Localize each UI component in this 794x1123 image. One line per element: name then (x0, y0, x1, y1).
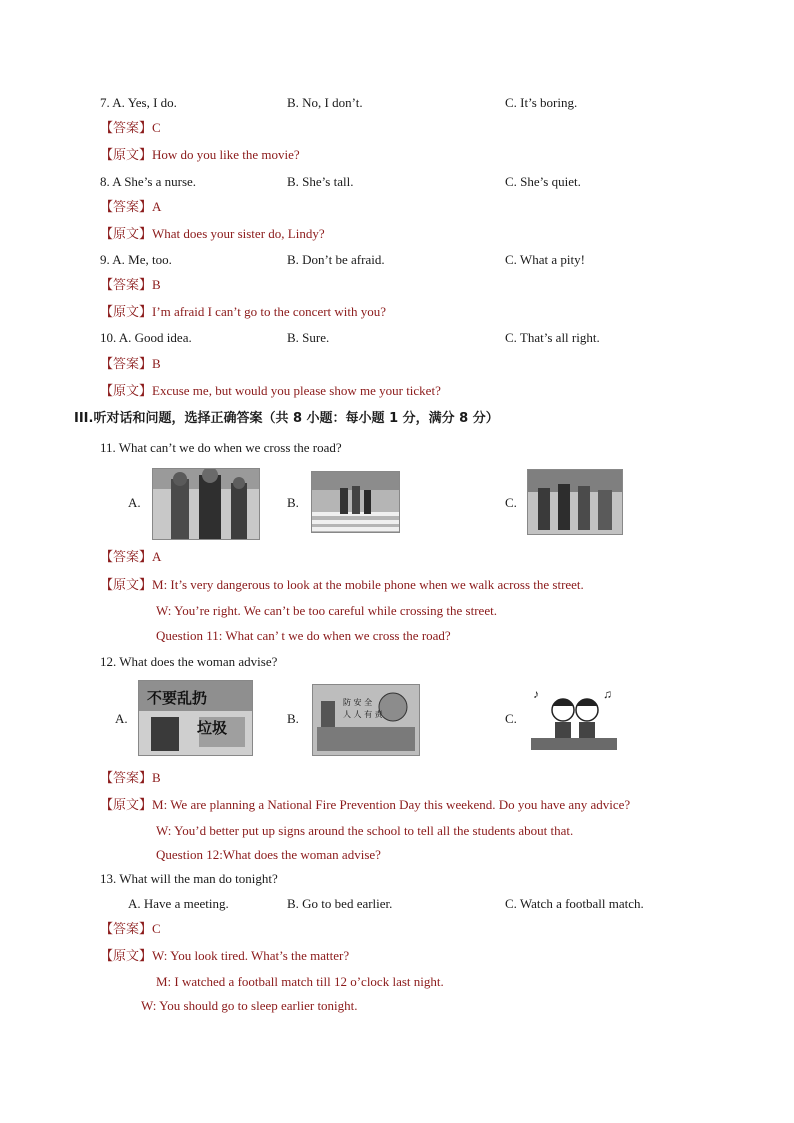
answer-value: B (152, 277, 161, 292)
q13-option-a: A. Have a meeting. (128, 896, 229, 911)
svg-text:♫: ♫ (603, 687, 612, 701)
answer-tag: 【答案】 (100, 549, 153, 564)
q8-option-a: 8. A She’s a nurse. (100, 174, 197, 189)
fire-safety-poster-image (313, 685, 419, 755)
transcript-tag: 【原文】 (100, 797, 153, 812)
answer-value: C (152, 921, 161, 936)
transcript-tag: 【原文】 (100, 948, 153, 963)
transcript-line-1: W: You look tired. What’s the matter? (152, 948, 350, 963)
transcript-text: How do you like the movie? (152, 147, 300, 162)
answer-value: A (152, 549, 162, 564)
q10-option-b: B. Sure. (287, 330, 330, 345)
q9-transcript (100, 304, 386, 320)
q8-transcript (100, 226, 325, 242)
transcript-tag: 【原文】 (100, 577, 153, 592)
answer-tag: 【答案】 (100, 921, 153, 936)
poster-text-2: 人 人 有 责 (343, 710, 383, 719)
q13-transcript-line-3: W: You should go to sleep earlier tonight. (141, 998, 358, 1013)
sign-text-2: 垃圾 (197, 719, 228, 737)
pedestrians-photo (528, 470, 622, 534)
q11-image-a (152, 468, 260, 540)
no-littering-sign-image (139, 681, 252, 755)
answer-tag: 【答案】 (100, 356, 153, 371)
crosswalk-photo (312, 472, 399, 532)
transcript-tag: 【原文】 (100, 226, 153, 241)
q7-transcript (100, 147, 300, 163)
q11-label-c: C. (505, 495, 517, 510)
q10-transcript (100, 383, 441, 399)
transcript-tag: 【原文】 (100, 147, 153, 162)
q12-label-b: B. (287, 711, 299, 726)
q13-transcript (100, 948, 349, 964)
q12-answer (100, 770, 161, 786)
q12-transcript-line-2: W: You’d better put up signs around the school to tell all the students about that. (156, 823, 574, 838)
q10-answer (100, 356, 161, 372)
q11-answer (100, 549, 161, 565)
q7-option-c: C. It’s boring. (505, 95, 578, 110)
q12-transcript (100, 797, 630, 813)
answer-value: B (152, 356, 161, 371)
transcript-text: I’m afraid I can’t go to the concert with you? (152, 304, 387, 319)
transcript-tag: 【原文】 (100, 304, 153, 319)
answer-value: B (152, 770, 161, 785)
transcript-line-1: M: It’s very dangerous to look at the mobile phone when we walk across the street. (152, 577, 584, 592)
q11-transcript-line-2: W: You’re right. We can’t be too careful while crossing the street. (156, 603, 497, 618)
singing-kids-cartoon (527, 684, 621, 752)
q10-option-c: C. That’s all right. (505, 330, 600, 345)
q12-question: 12. What does the woman advise? (100, 654, 278, 669)
svg-text:♪: ♪ (533, 687, 539, 701)
q12-image-a (138, 680, 253, 756)
q12-label-a: A. (115, 711, 128, 726)
transcript-line-1: M: We are planning a National Fire Prevention Day this weekend. Do you have any advice? (152, 797, 631, 812)
q8-option-b: B. She’s tall. (287, 174, 354, 189)
q7-option-b: B. No, I don’t. (287, 95, 363, 110)
q11-label-a: A. (128, 495, 141, 510)
q11-label-b: B. (287, 495, 299, 510)
q13-transcript-line-2: M: I watched a football match till 12 o’clock last night. (156, 974, 444, 989)
answer-tag: 【答案】 (100, 277, 153, 292)
q11-transcript-line-3: Question 11: What can’ t we do when we cross the road? (156, 628, 451, 643)
transcript-text: What does your sister do, Lindy? (152, 226, 325, 241)
q7-option-a: 7. A. Yes, I do. (100, 95, 177, 110)
poster-text-1: 防 安 全 (343, 698, 373, 707)
answer-value: A (152, 199, 162, 214)
q13-option-c: C. Watch a football match. (505, 896, 644, 911)
q8-answer (100, 199, 161, 215)
q9-option-b: B. Don’t be afraid. (287, 252, 385, 267)
answer-tag: 【答案】 (100, 199, 153, 214)
q9-option-a: 9. A. Me, too. (100, 252, 172, 267)
q9-option-c: C. What a pity! (505, 252, 585, 267)
q13-answer (100, 921, 161, 937)
q13-question: 13. What will the man do tonight? (100, 871, 278, 886)
answer-value: C (152, 120, 161, 135)
q12-transcript-line-3: Question 12:What does the woman advise? (156, 847, 381, 862)
q8-option-c: C. She’s quiet. (505, 174, 581, 189)
q12-label-c: C. (505, 711, 517, 726)
q12-image-b (312, 684, 420, 756)
people-on-phones-photo (153, 469, 259, 539)
transcript-text: Excuse me, but would you please show me your ticket? (152, 383, 441, 398)
q11-image-b (311, 471, 400, 533)
q13-option-b: B. Go to bed earlier. (287, 896, 393, 911)
q12-image-c (527, 684, 621, 752)
answer-tag: 【答案】 (100, 770, 153, 785)
answer-tag: 【答案】 (100, 120, 153, 135)
q11-question: 11. What can’t we do when we cross the road? (100, 440, 342, 455)
q10-option-a: 10. A. Good idea. (100, 330, 192, 345)
q11-image-c (527, 469, 623, 535)
sign-text-1: 不要乱扔 (147, 689, 208, 707)
q11-transcript (100, 577, 584, 593)
q9-answer (100, 277, 161, 293)
q7-answer (100, 120, 161, 136)
transcript-tag: 【原文】 (100, 383, 153, 398)
section-heading: III.听对话和问题，选择正确答案（共 8 小题：每小题 1 分，满分 8 分） (74, 411, 499, 426)
